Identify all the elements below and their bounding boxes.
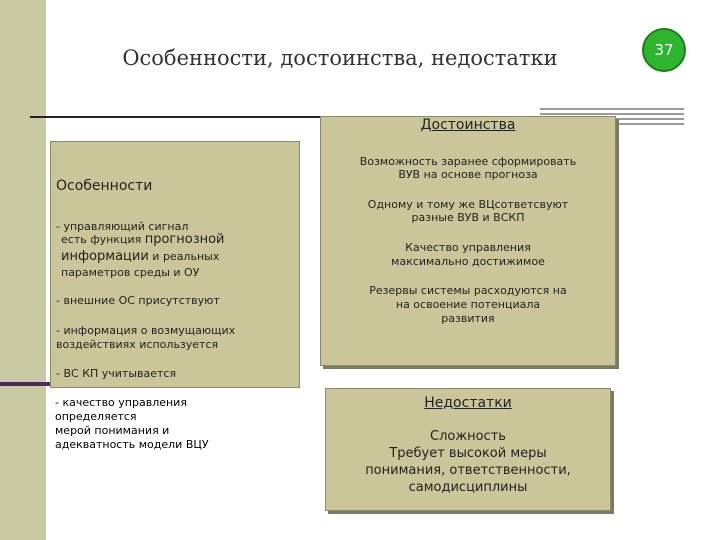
features-item1-line1: - управляющий сигнал (56, 220, 189, 233)
disadvantages-line1: Сложность (430, 429, 506, 444)
advantages-box (320, 116, 616, 366)
features-item1-text: есть функция (61, 233, 145, 246)
advantages-item1-line1: Возможность заранее сформировать (359, 155, 577, 168)
advantages-item3-line2: максимально достижимое (391, 255, 545, 268)
page-number-badge: 37 (642, 28, 686, 72)
advantages-item4-line1: Резервы системы расходуются на (369, 284, 567, 297)
features-item2: - внешние ОС присутствуют (56, 294, 220, 307)
features-item1-emph: прогнозной (144, 232, 225, 247)
advantages-item4-line3: развития (441, 312, 495, 325)
slide-title: Особенности, достоинства, недостатки (122, 46, 558, 70)
features-item5-line4: адекватность модели ВЦУ (55, 438, 209, 451)
advantages-item4-line2: на освоение потенциала (395, 298, 541, 311)
features-item3-line2: воздействиях используется (56, 338, 219, 351)
features-item1-line3 (61, 250, 219, 263)
features-item3-line1: - информация о возмущающих (56, 324, 236, 337)
advantages-item2-line1: Одному и тому же ВЦсответсвуют (367, 198, 569, 211)
features-item5-line1: - качество управления (55, 396, 187, 409)
advantages-item1-line2: ВУВ на основе прогноза (398, 168, 538, 181)
left-decor-strip (0, 0, 46, 540)
features-item1-line4: параметров среды и ОУ (61, 266, 200, 279)
features-box (50, 141, 300, 388)
disadvantages-heading: Недостатки (424, 395, 512, 411)
disadvantages-box (325, 388, 611, 511)
disadvantages-line4: самодисциплины (408, 480, 528, 495)
features-item5-line2: определяется (55, 410, 137, 423)
features-item5-line3: мерой понимания и (55, 424, 170, 437)
advantages-heading: Достоинства (420, 117, 516, 133)
features-heading: Особенности (56, 178, 153, 194)
advantages-item3-line1: Качество управления (405, 241, 531, 254)
disadvantages-line3: понимания, ответственности, (365, 463, 571, 478)
features-item1-emph2: информации (61, 249, 149, 264)
advantages-item2-line2: разные ВУВ и ВСКП (411, 211, 525, 224)
features-item1-text2: и реальных (148, 250, 220, 263)
features-item1-line2 (61, 233, 225, 246)
disadvantages-line2: Требует высокой меры (389, 446, 547, 461)
features-item4: - ВС КП учитывается (56, 367, 177, 380)
